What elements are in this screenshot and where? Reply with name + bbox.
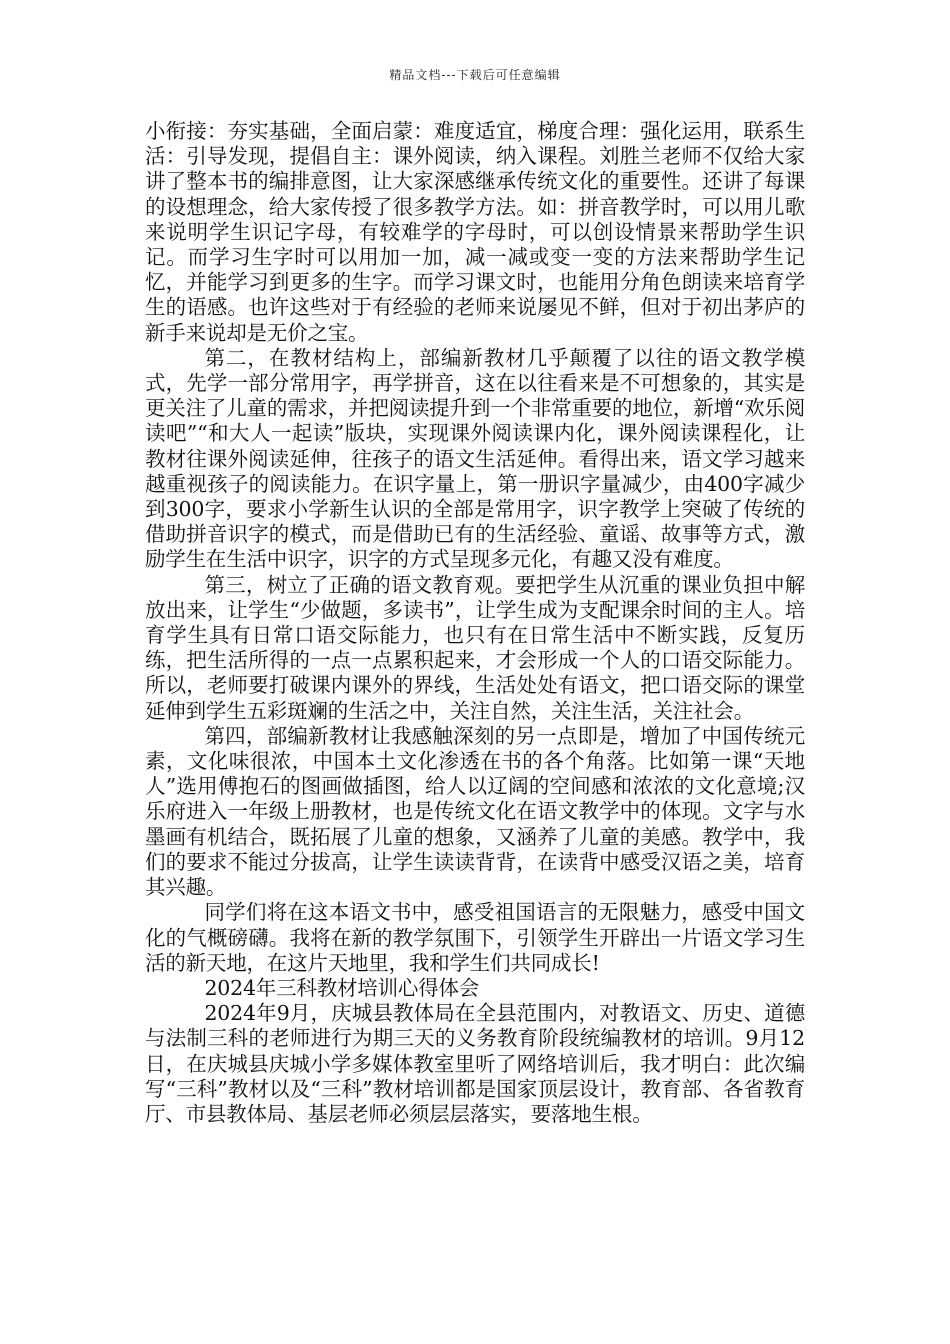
section-title: 2024年三科教材培训心得体会 xyxy=(204,975,480,1000)
document-body xyxy=(145,119,805,1127)
paragraph-3: 第三，树立了正确的语文教育观。要把学生从沉重的课业负担中解放出来，让学生“少做题，多读书”，让学生成为支配课余时间的主人。培育学生具有日常口语交际能力，也只有在日常生活中不断实践，反复历练，把生活所得的一点一点累积起来，才会形成一个人的口语交际能力。所以，老师要打破课内课外的界线，生活处处有语文，把口语交际的课堂延伸到学生五彩斑斓的生活之中，关注自然，关注生活，关注社会。 xyxy=(145,572,805,723)
paragraph-5: 同学们将在这本语文书中，感受祖国语言的无限魅力，感受中国文化的气概磅礴。我将在新的教学氛围下，引领学生开辟出一片语文学习生活的新天地，在这片天地里，我和学生们共同成长! xyxy=(145,900,805,975)
paragraph-4: 第四，部编新教材让我感触深刻的另一点即是，增加了中国传统元素，文化味很浓，中国本土文化渗透在书的各个角落。比如第一课“天地人”选用傅抱石的图画做插图，给人以辽阔的空间感和浓浓的文化意境;汉乐府进入一年级上册教材，也是传统文化在语文教学中的体现。文字与水墨画有机结合，既拓展了儿童的想象，又涵养了儿童的美感。教学中，我们的要求不能过分拔高，让学生读读背背，在读背中感受汉语之美，培育其兴趣。 xyxy=(145,723,805,900)
paragraph-1: 小衔接：夯实基础，全面启蒙：难度适宜，梯度合理：强化运用，联系生活：引导发现，提倡自主：课外阅读，纳入课程。刘胜兰老师不仅给大家讲了整本书的编排意图，让大家深感继承传统文化的重要性。还讲了每课的设想理念，给大家传授了很多教学方法。如：拼音教学时，可以用儿歌来说明学生识记字母，有较难学的字母时，可以创设情景来帮助学生识记。而学习生字时可以用加一加，减一减或变一变的方法来帮助学生记忆，并能学习到更多的生字。而学习课文时，也能用分角色朗读来培育学生的语感。也许这些对于有经验的老师来说屡见不鲜，但对于初出茅庐的新手来说却是无价之宝。 xyxy=(145,119,805,345)
page-header: 精品文档---下载后可任意编辑 xyxy=(389,68,561,82)
paragraph-2: 第二，在教材结构上，部编新教材几乎颠覆了以往的语文教学模式，先学一部分常用字，再学拼音，这在以往看来是不可想象的，其实是更关注了儿童的需求，并把阅读提升到一个非常重要的地位，新增“欢乐阅读吧”“和大人一起读”版块，实现课外阅读课内化，课外阅读课程化，让教材往课外阅读延伸，往孩子的语文生活延伸。看得出来，语文学习越来越重视孩子的阅读能力。在识字量上，第一册识字量减少，由400字减少到300字，要求小学新生认识的全部是常用字，识字教学上突破了传统的借助拼音识字的模式，而是借助已有的生活经验、童谣、故事等方式，激励学生在生活中识字，识字的方式呈现多元化，有趣又没有难度。 xyxy=(145,345,805,572)
paragraph-6: 2024年9月，庆城县教体局在全县范围内，对教语文、历史、道德与法制三科的老师进行为期三天的义务教育阶段统编教材的培训。9月12日，在庆城县庆城小学多媒体教室里听了网络培训后，我才明白：此次编写“三科”教材以及“三科”教材培训都是国家顶层设计，教育部、各省教育厅、市县教体局、基层老师必须层层落实，要落地生根。 xyxy=(145,1001,805,1126)
